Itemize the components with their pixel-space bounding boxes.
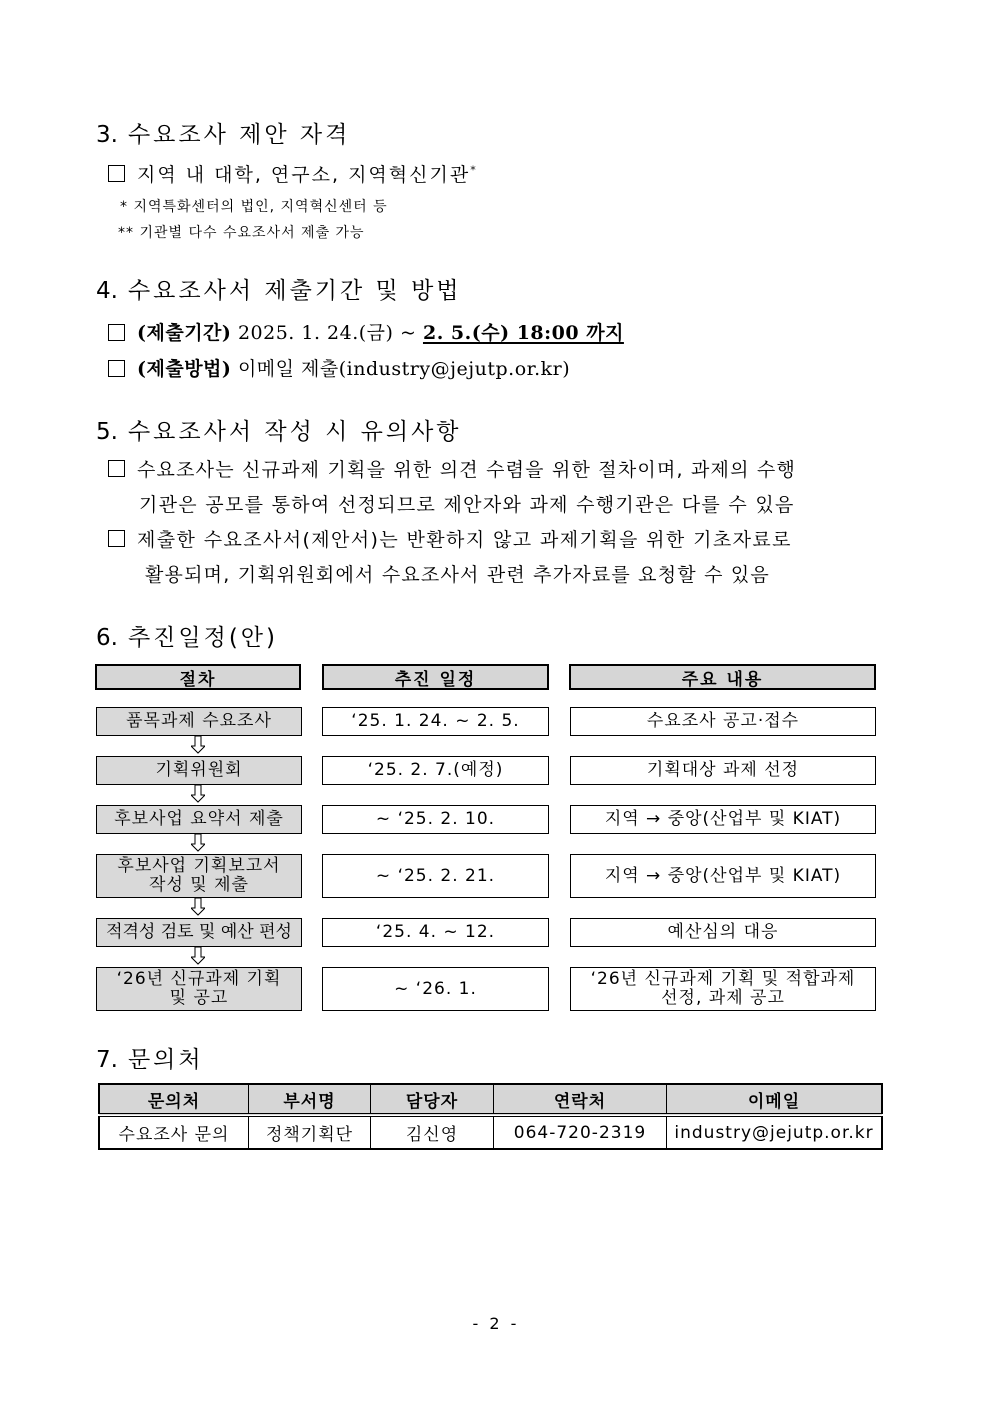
down-arrow-icon xyxy=(191,736,205,754)
schedule-step-2-date: ‘25. 2. 7.(예정) xyxy=(322,756,549,785)
period-end: 2. 5.(수) 18:00 까지 xyxy=(422,322,624,344)
section6-heading xyxy=(96,619,278,652)
section7-number: 7. xyxy=(96,1047,118,1073)
schedule-step-3-procedure: 후보사업 요약서 제출 xyxy=(96,805,302,834)
checkbox-square-icon xyxy=(108,165,125,182)
contact-table xyxy=(98,1083,883,1150)
schedule-step-4-date: ~ ‘25. 2. 21. xyxy=(322,854,549,898)
schedule-step-1-date: ‘25. 1. 24. ~ 2. 5. xyxy=(322,707,549,736)
section4-number: 4. xyxy=(96,278,118,304)
section5-item2-line2: 활용되며, 기획위원회에서 수요조사서 관련 추가자료를 요청할 수 있음 xyxy=(145,564,770,586)
schedule-step-5-procedure: 적격성 검토 및 예산 편성 xyxy=(96,918,302,947)
schedule-step-3-date: ~ ‘25. 2. 10. xyxy=(322,805,549,834)
table-row xyxy=(99,1115,882,1149)
schedule-step-4-content: 지역 → 중앙(산업부 및 KIAT) xyxy=(570,854,876,898)
contact-email[interactable]: industry@jejutp.or.kr xyxy=(667,1115,883,1149)
section5-heading xyxy=(96,413,462,446)
schedule-step-5-content: 예산심의 대응 xyxy=(570,918,876,947)
section3-item-text: 지역 내 대학, 연구소, 지역혁신기관 xyxy=(137,164,471,186)
section5-item1-line1 xyxy=(108,455,796,482)
contact-header-department: 부서명 xyxy=(249,1084,371,1115)
section5-item1-text1: 수요조사는 신규과제 기획을 위한 의견 수렴을 위한 절차이며, 과제의 수행 xyxy=(137,459,797,481)
down-arrow-icon xyxy=(191,898,205,916)
schedule-step-1-content: 수요조사 공고·접수 xyxy=(570,707,876,736)
contact-header-inquiry: 문의처 xyxy=(99,1084,249,1115)
contact-manager: 김신영 xyxy=(371,1115,494,1149)
submission-period-line xyxy=(108,318,624,345)
section3-note1: * 지역특화센터의 법인, 지역혁신센터 등 xyxy=(120,199,388,215)
down-arrow-icon xyxy=(191,785,205,803)
section3-heading xyxy=(96,116,350,149)
section3-number: 3. xyxy=(96,122,118,148)
schedule-step-3-content: 지역 → 중앙(산업부 및 KIAT) xyxy=(570,805,876,834)
submission-method-line xyxy=(108,354,570,381)
section5-item2-line1 xyxy=(108,525,792,552)
section6-number: 6. xyxy=(96,625,118,651)
schedule-header-content: 주요 내용 xyxy=(569,664,876,690)
contact-header-row xyxy=(99,1084,882,1115)
method-label: (제출방법) xyxy=(137,358,232,380)
schedule-step-5-date: ‘25. 4. ~ 12. xyxy=(322,918,549,947)
period-start: 2025. 1. 24.(금) ~ xyxy=(237,322,417,344)
section5-number: 5. xyxy=(96,419,118,445)
section4-heading xyxy=(96,272,462,305)
checkbox-square-icon xyxy=(108,324,125,341)
checkbox-square-icon xyxy=(108,530,125,547)
period-label: (제출기간) xyxy=(137,322,232,344)
schedule-step-2-content: 기획대상 과제 선정 xyxy=(570,756,876,785)
contact-header-phone: 연락처 xyxy=(494,1084,667,1115)
contact-header-email: 이메일 xyxy=(667,1084,883,1115)
contact-header-manager: 담당자 xyxy=(371,1084,494,1115)
section3-item xyxy=(108,160,478,187)
section5-item1-line2: 기관은 공모를 통하여 선정되므로 제안자와 과제 수행기관은 다를 수 있음 xyxy=(139,494,795,516)
section5-title: 수요조사서 작성 시 유의사항 xyxy=(127,419,462,445)
section4-title: 수요조사서 제출기간 및 방법 xyxy=(127,278,462,304)
schedule-step-6-procedure: ‘26년 신규과제 기획 및 공고 xyxy=(96,967,302,1011)
checkbox-square-icon xyxy=(108,460,125,477)
section3-title: 수요조사 제안 자격 xyxy=(127,122,351,148)
section5-item2-text1: 제출한 수요조사서(제안서)는 반환하지 않고 과제기획을 위한 기초자료로 xyxy=(137,529,792,551)
schedule-step-4-procedure: 후보사업 기획보고서 작성 및 제출 xyxy=(96,854,302,898)
section7-title: 문의처 xyxy=(127,1047,204,1073)
schedule-step-2-procedure: 기획위원회 xyxy=(96,756,302,785)
method-value: 이메일 제출(industry@jejutp.or.kr) xyxy=(237,358,571,380)
schedule-step-6-content: ‘26년 신규과제 기획 및 적합과제 선정, 과제 공고 xyxy=(570,967,876,1011)
page-number: - 2 - xyxy=(472,1314,520,1333)
schedule-step-6-date: ~ ‘26. 1. xyxy=(322,967,549,1011)
footnote-marker: * xyxy=(470,163,478,177)
schedule-header-date: 추진 일정 xyxy=(322,664,549,690)
schedule-header-procedure: 절차 xyxy=(95,664,301,690)
section7-heading xyxy=(96,1041,204,1074)
contact-department: 정책기획단 xyxy=(249,1115,371,1149)
section6-title: 추진일정(안) xyxy=(127,625,278,651)
contact-phone: 064-720-2319 xyxy=(494,1115,667,1149)
contact-inquiry: 수요조사 문의 xyxy=(99,1115,249,1149)
down-arrow-icon xyxy=(191,947,205,965)
checkbox-square-icon xyxy=(108,360,125,377)
section3-note2: ** 기관별 다수 수요조사서 제출 가능 xyxy=(118,225,365,241)
down-arrow-icon xyxy=(191,834,205,852)
schedule-step-1-procedure: 품목과제 수요조사 xyxy=(96,707,302,736)
